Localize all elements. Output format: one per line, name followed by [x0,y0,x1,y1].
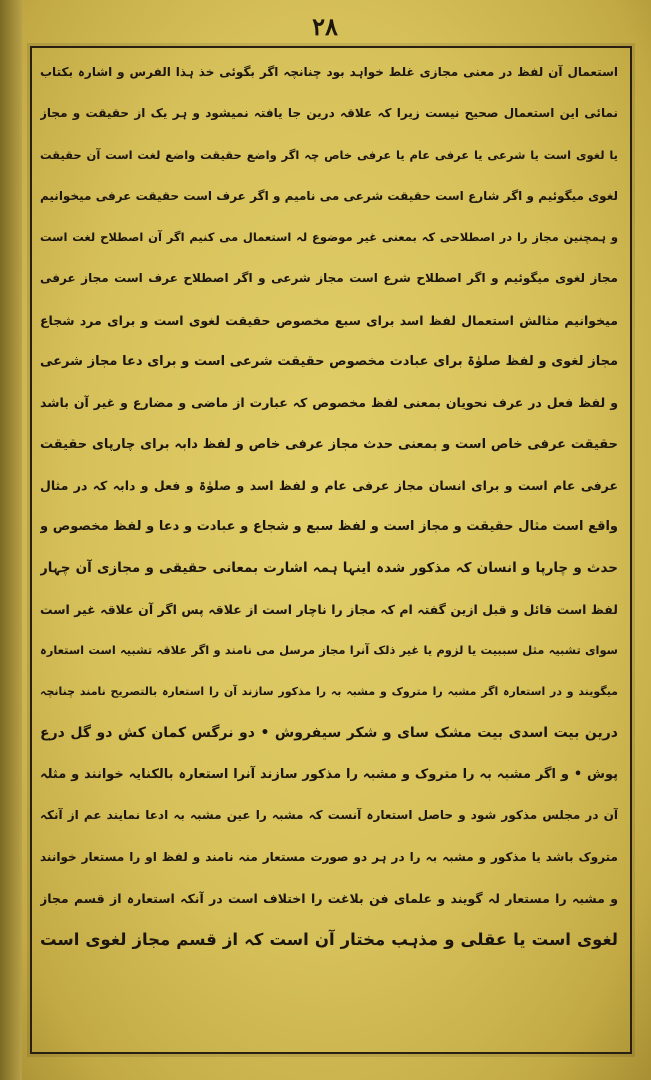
text-line: حدث و چارپا و انسان کہ مذکور شدہ اینہا ہمہ اشارت بمعانی حقیقی و مجازی آن چہار [40,559,618,576]
text-line: لفظ است قائل و قبل ازین گفتہ ام کہ مجاز را ناچار است از علاقہ پس اگر آن علاقہ غیر است [40,601,618,617]
text-line: یا لغوی است یا شرعی یا عرفی عام یا عرفی خاص چہ اگر واضع حقیقت واضع لغت است آن حقیقت [40,147,618,162]
text-line: و ہمچنین مجاز را در اصطلاحی کہ بمعنی غیر موضوع لہ استعمال می کنیم اگر آن اصطلاح لغت است [40,230,618,245]
text-line: مجاز لغوی و لفظ صلوٰۃ برای عبادت مخصوص حقیقت شرعی است و برای دعا مجاز شرعی [40,354,618,370]
binding-edge [0,0,22,1080]
text-line: استعمال آن لفظ در معنی مجازی غلط خواہد بود چنانچہ اگر بگوئی خذ ہذا الفرس و اشارہ بکتاب [40,65,618,79]
text-line: پوش • و اگر مشبہ بہ را متروک و مشبہ را مذکور سازند آنرا استعارہ بالکنایہ خوانند و مثلہ [40,767,618,783]
text-line: درین بیت اسدی بیت مشک سای و شکر سیفروش • دو نرگس کمان کش دو گل درع [40,724,618,741]
text-line: میخوانیم مثالش استعمال لفظ اسد برای سبع مخصوص حقیقت لغوی است و برای مرد شجاع [40,312,618,328]
text-line: مجاز لغوی میگوئیم و اگر اصطلاح شرع است مجاز شرعی و اگر اصطلاح عرف است مجاز عرفی [40,271,618,286]
manuscript-text-body [40,52,618,1044]
text-line: لغوی میگوئیم و اگر شارع است حقیقت شرعی می نامیم و اگر عرف است حقیقت عرفی میخوانیم [40,188,618,203]
text-line: حقیقت عرفی خاص است و بمعنی حدث مجاز عرفی خاص و لفظ دابہ برای چارپای حقیقت [40,436,618,452]
text-line: و مشبہ را مستعار لہ گویند و علمای فن بلاغت را اختلاف است در آنکہ استعارہ از قسم مجاز [40,890,618,906]
text-line: لغوی است یا عقلی و مذہب مختار آن است کہ از قسم مجاز لغوی است [40,930,618,950]
page-number: ٢٨ [312,12,338,41]
text-line: میگویند و در استعارہ اگر مشبہ را متروک و مشبہ بہ را مذکور سازند آن را استعارہ بالتصریح نامند چنانچہ [40,685,618,699]
text-line: واقع است مثال حقیقت و مجاز است و لفظ سبع و شجاع و عبادت و دعا و لفظ مخصوص و [40,519,618,535]
text-line: متروک باشد یا مذکور و مشبہ بہ را در ہر دو صورت مستعار منہ نامند و لفظ او را مستعار خوانند [40,849,618,864]
text-line: سوای تشبیہ مثل سببیت یا لزوم یا غیر ذلک آنرا مجاز مرسل می نامند و اگر علاقہ تشبیہ است استعارہ [40,643,618,658]
text-line: آن در مجلس مذکور شود و حاصل استعارہ آنست کہ مشبہ را عین مشبہ بہ ادعا نمایند عم از آنکہ [40,808,618,823]
text-line: نمائی این استعمال صحیح نیست زیرا کہ علاقہ درین جا یافتہ نمیشود و ہر یک از حقیقت و مجاز [40,106,618,121]
text-line: عرفی عام است و برای انسان مجاز عرفی عام و لفظ اسد و صلوٰۃ و فعل و دابہ کہ در مثال [40,477,618,493]
text-line: و لفظ فعل در عرف نحویان بمعنی لفظ مخصوص کہ عبارت از ماضی و مضارع و غیر آن باشد [40,395,618,411]
